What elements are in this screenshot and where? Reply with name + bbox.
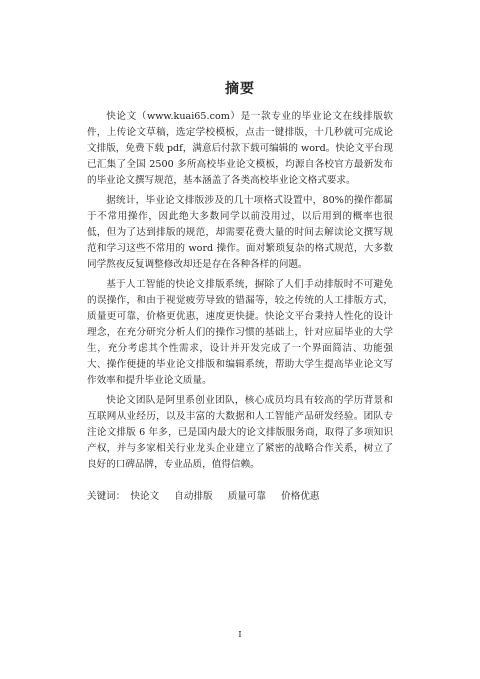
keyword-item: 价格优惠: [281, 491, 320, 502]
keywords-label: 关键词：: [87, 491, 126, 502]
paragraph-2: 据统计，毕业论文排版涉及的几十项格式设置中，80%的操作都属于不常用操作，因此绝大多数同学以前没用过，以后用到的概率也很低，但为了达到排版的规范，却需要花费大量的时间去解读论文撰写规范和学习这些不常用的 word 操作。面对繁琐复杂的格式规范，大多数同学熬夜反复调整修改却还是存在各种各样的问题。: [87, 195, 393, 270]
paragraph-1: 快论文（www.kuai65.com）是一款专业的毕业论文在线排版软件，上传论文草稿，选定学校模板，点击一键排版，十几秒就可完成论文排版，免费下载 pdf，满意后付款下载可编辑的 word。快论文平台现已汇集了全国 2500 多所高校毕业论文模板，均源自各校官方最新发布的毕业论文撰写规范，基本涵盖了各类高校毕业论文格式要求。: [87, 111, 393, 186]
paragraph-3: 基于人工智能的快论文排版系统，摒除了人们手动排版时不可避免的误操作，和由于视觉疲劳导致的错漏等，较之传统的人工排版方式，质量更可靠，价格更优惠，速度更快捷。快论文平台秉持人性化的设计理念，在充分研究分析人们的操作习惯的基础上，针对应届毕业的大学生，充分考虑其个性需求，设计并开发完成了一个界面简洁、功能强大、操作便捷的毕业论文排版和编辑系统，帮助大学生提高毕业论文写作效率和提升毕业论文质量。: [87, 279, 393, 386]
keyword-item: 快论文: [130, 491, 160, 502]
keywords-line: [87, 489, 393, 505]
page-number: I: [238, 630, 242, 639]
abstract-body: [87, 109, 393, 505]
keyword-item: 自动排版: [174, 491, 213, 502]
keyword-item: 质量可靠: [227, 491, 267, 502]
abstract-title: 摘要: [225, 81, 255, 97]
paragraph-4: 快论文团队是阿里系创业团队，核心成员均具有较高的学历背景和互联网从业经历，以及丰富的大数据和人工智能产品研发经验。团队专注论文排版 6 年多，已是国内最大的论文排版服务商，取得了多项知识产权，并与多家相关行业龙头企业建立了紧密的战略合作关系，树立了良好的口碑品牌，专业品质，值得信赖。: [87, 395, 393, 470]
